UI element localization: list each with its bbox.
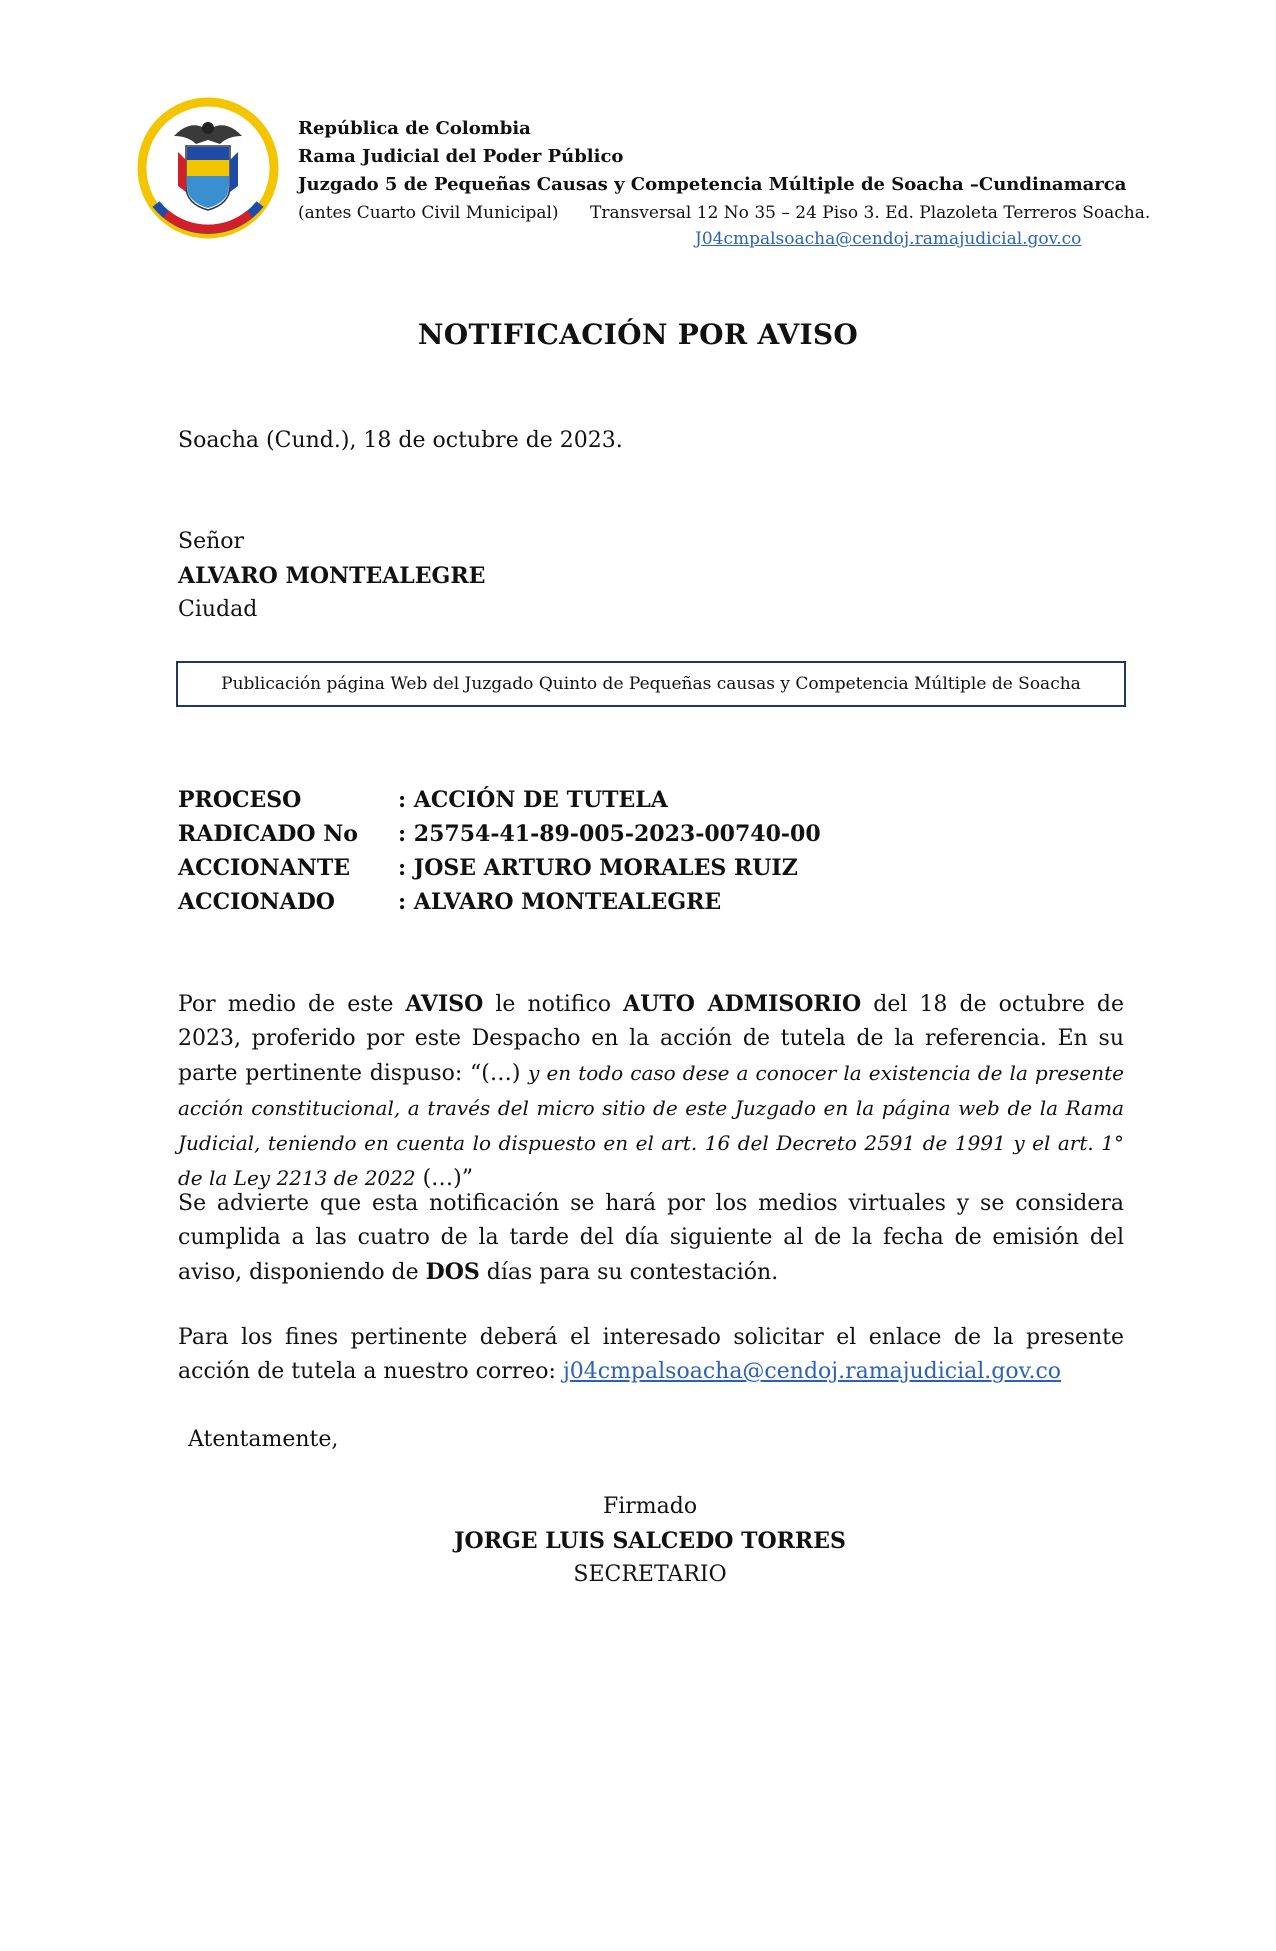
publication-box bbox=[176, 661, 1126, 707]
signature-role: SECRETARIO bbox=[573, 1562, 727, 1587]
header-email-link[interactable]: J04cmpalsoacha@cendoj.ramajudicial.gov.co bbox=[695, 229, 1082, 249]
case-value-accionado: : ALVARO MONTEALEGRE bbox=[398, 889, 722, 915]
header-court: Juzgado 5 de Pequeñas Causas y Competencia Múltiple de Soacha –Cundinamarca bbox=[298, 174, 1127, 195]
p1-bold-auto: AUTO ADMISORIO bbox=[623, 991, 862, 1017]
case-value-accionante: : JOSE ARTURO MORALES RUIZ bbox=[398, 855, 798, 881]
contact-email-link[interactable]: j04cmpalsoacha@cendoj.ramajudicial.gov.co bbox=[562, 1359, 1062, 1384]
case-label-proceso: PROCESO bbox=[178, 787, 302, 813]
recipient-city: Ciudad bbox=[178, 597, 258, 622]
case-value-proceso: : ACCIÓN DE TUTELA bbox=[398, 787, 668, 813]
header-branch: Rama Judicial del Poder Público bbox=[298, 146, 624, 167]
p1-text-2: le notifico bbox=[483, 992, 624, 1017]
publication-text: Publicación página Web del Juzgado Quinto de Pequeñas causas y Competencia Múltiple de Soacha bbox=[221, 674, 1081, 694]
colombia-coat-of-arms-logo bbox=[136, 96, 280, 240]
paragraph-notification bbox=[178, 987, 1124, 1196]
closing: Atentamente, bbox=[188, 1427, 339, 1452]
date-line: Soacha (Cund.), 18 de octubre de 2023. bbox=[178, 428, 623, 453]
paragraph-warning bbox=[178, 1187, 1124, 1290]
case-label-radicado: RADICADO No bbox=[178, 821, 358, 847]
p1-bold-aviso: AVISO bbox=[405, 991, 484, 1017]
p1-text-1: Por medio de este bbox=[178, 992, 406, 1017]
p3-text-1: Para los fines pertinente deberá el interesado solicitar el enlace de la presente acción de tutela a nuestro correo: bbox=[178, 1325, 1124, 1384]
p2-text-1: Se advierte que esta notificación se hará por los medios virtuales y se considera cumplida a las cuatro de la tarde del día siguiente al de la fecha de emisión del aviso, disponiendo de bbox=[178, 1191, 1124, 1285]
header-country: República de Colombia bbox=[298, 118, 531, 139]
recipient-salutation: Señor bbox=[178, 529, 245, 554]
case-label-accionado: ACCIONADO bbox=[178, 889, 335, 915]
p2-bold-dos: DOS bbox=[425, 1259, 480, 1285]
p1-text-3: del 18 de octubre de 2023, proferido por este Despacho en la acción de tutela de la referencia. En su parte pertinente dispuso: “(…) bbox=[178, 992, 1125, 1086]
signature-name: JORGE LUIS SALCEDO TORRES bbox=[454, 1528, 846, 1554]
header-former-name: (antes Cuarto Civil Municipal) bbox=[298, 203, 559, 223]
header-address: Transversal 12 No 35 – 24 Piso 3. Ed. Plazoleta Terreros Soacha. bbox=[590, 203, 1151, 223]
signature-signed: Firmado bbox=[602, 1494, 698, 1519]
p1-text-4: (…)” bbox=[415, 1166, 474, 1191]
paragraph-contact bbox=[178, 1321, 1124, 1389]
document-title: NOTIFICACIÓN POR AVISO bbox=[417, 318, 859, 351]
case-value-radicado: : 25754-41-89-005-2023-00740-00 bbox=[398, 821, 821, 847]
p2-text-2: días para su contestación. bbox=[479, 1260, 779, 1285]
recipient-name: ALVARO MONTEALEGRE bbox=[178, 563, 486, 589]
p1-quote: y en todo caso dese a conocer la existencia de la presente acción constitucional, a través del micro sitio de este Juzgado en la página web de la Rama Judicial, teniendo en cuenta lo dispuesto en el art. 16 del Decreto 2591 de 1991 y el art. 1° de la Ley 2213 de 2022 bbox=[178, 1061, 1124, 1190]
case-label-accionante: ACCIONANTE bbox=[178, 855, 350, 881]
